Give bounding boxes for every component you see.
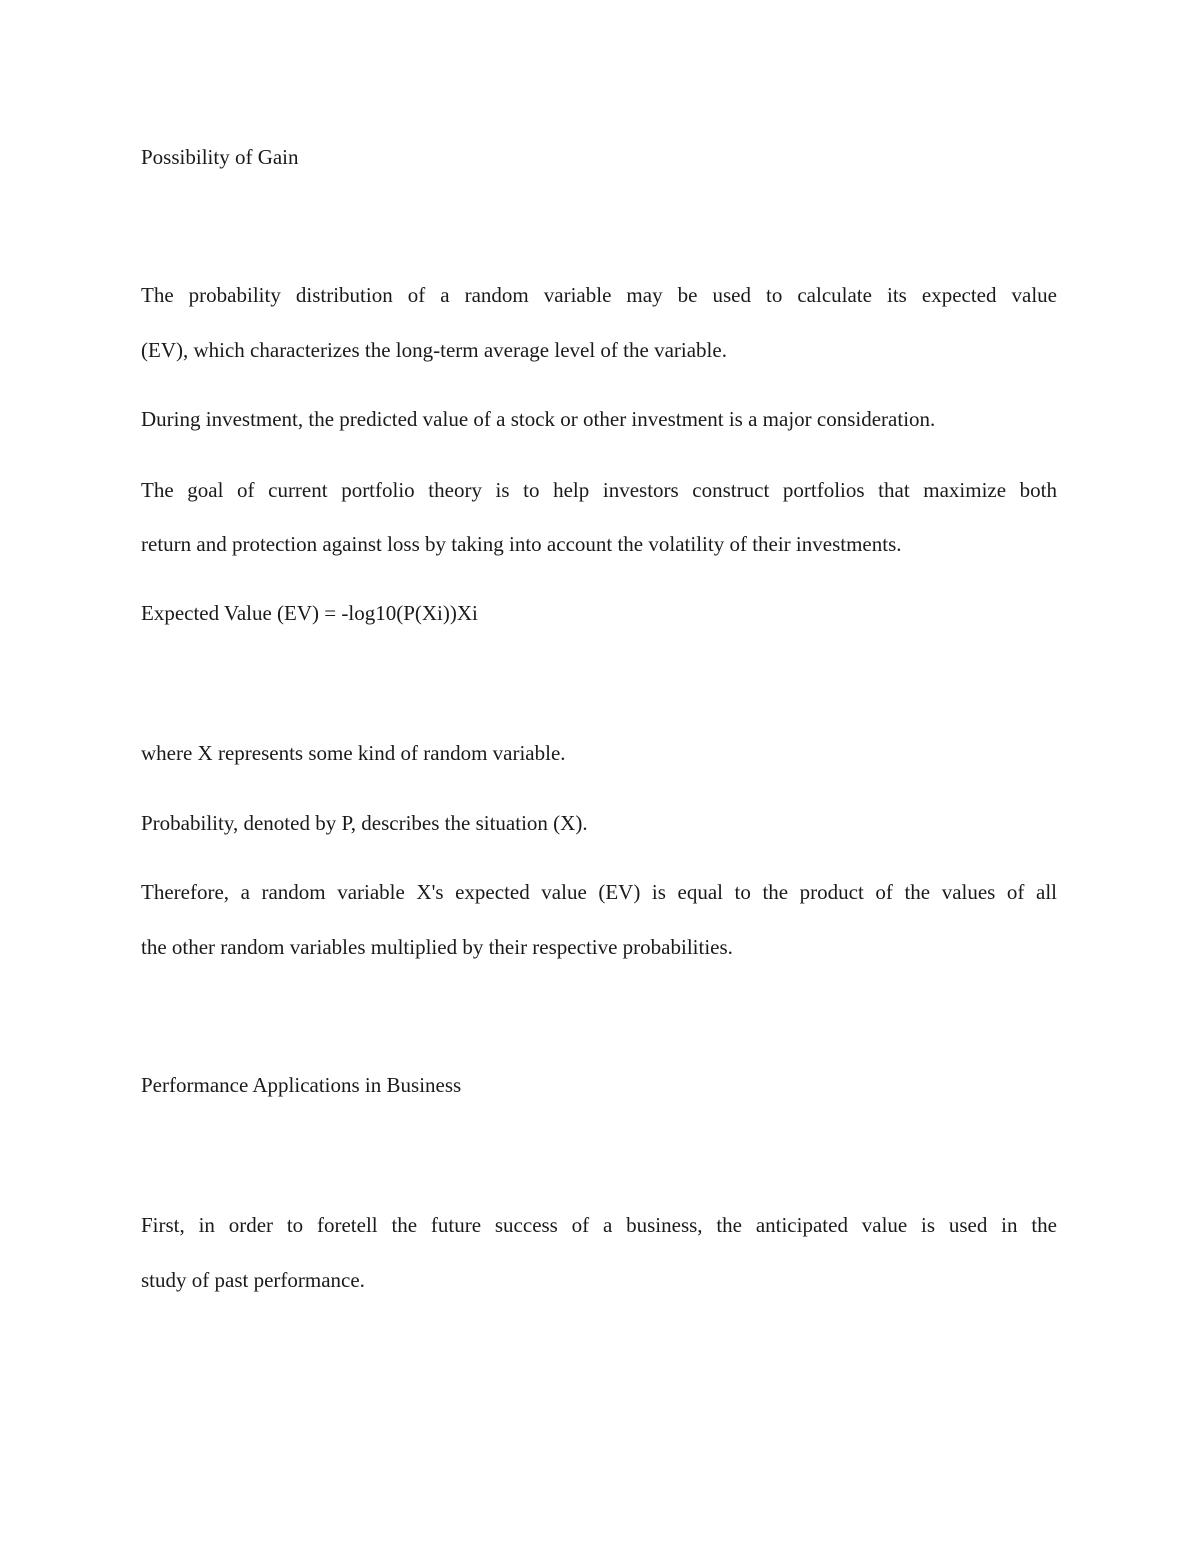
paragraph-line: the other random variables multiplied by their respective probabilities. bbox=[141, 935, 733, 959]
formula-line: Expected Value (EV) = -log10(P(Xi))Xi bbox=[141, 601, 478, 625]
paragraph-line: return and protection against loss by taking into account the volatility of their investments. bbox=[141, 532, 902, 556]
paragraph-line: study of past performance. bbox=[141, 1268, 365, 1292]
paragraph-line: Probability, denoted by P, describes the situation (X). bbox=[141, 811, 588, 835]
section-heading-performance-applications: Performance Applications in Business bbox=[141, 1073, 462, 1097]
section-heading-possibility-of-gain: Possibility of Gain bbox=[141, 145, 299, 169]
paragraph-line: During investment, the predicted value of a stock or other investment is a major consideration. bbox=[141, 407, 936, 431]
paragraph-line: (EV), which characterizes the long-term average level of the variable. bbox=[141, 338, 727, 362]
paragraph-line: The goal of current portfolio theory is to help investors construct portfolios that maximize both bbox=[141, 478, 1057, 502]
paragraph-line: First, in order to foretell the future success of a business, the anticipated value is used in the bbox=[141, 1213, 1057, 1237]
paragraph-line: Therefore, a random variable X's expected value (EV) is equal to the product of the values of all bbox=[141, 880, 1057, 904]
paragraph-line: The probability distribution of a random variable may be used to calculate its expected value bbox=[141, 283, 1057, 307]
paragraph-line: where X represents some kind of random variable. bbox=[141, 741, 566, 765]
